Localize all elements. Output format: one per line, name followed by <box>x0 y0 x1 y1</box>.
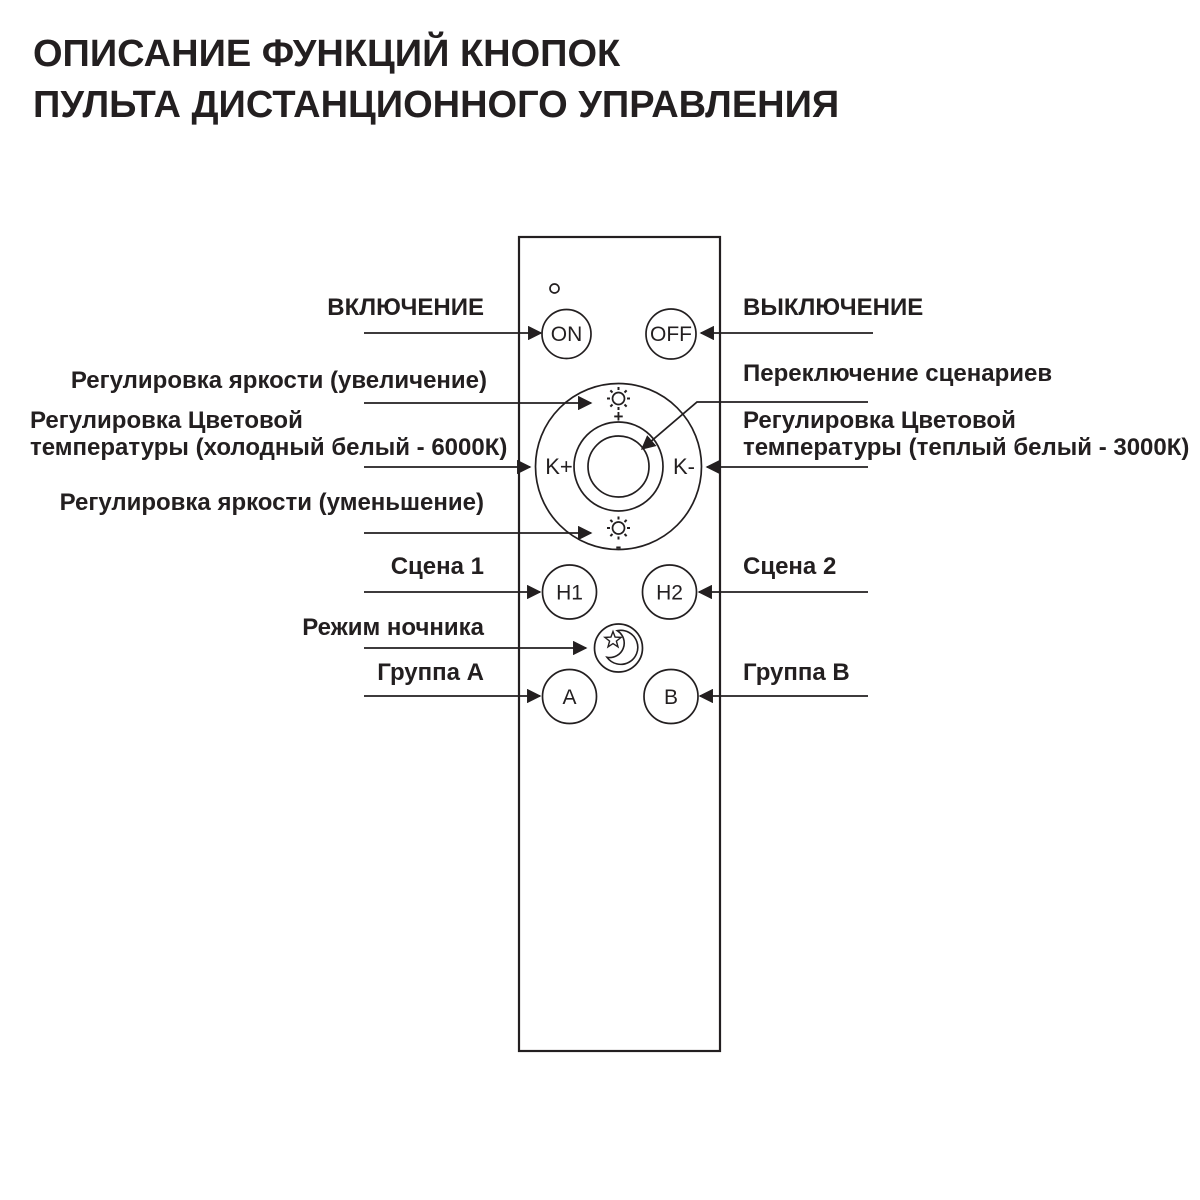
dial-center-button <box>588 436 649 497</box>
led-indicator-dot <box>550 284 559 293</box>
color-temp-warm-label-line2: температуры (теплый белый - 3000К) <box>743 434 1190 461</box>
h2-button-label: H2 <box>656 581 683 605</box>
night-mode-label: Режим ночника <box>302 614 484 641</box>
color-temp-cold-label-line1: Регулировка Цветовой <box>30 407 303 434</box>
color-temp-warm-label-line1: Регулировка Цветовой <box>743 407 1016 434</box>
group-a-button-label: A <box>562 686 577 709</box>
scene-2-label: Сцена 2 <box>743 553 837 580</box>
group-b-button <box>644 670 698 724</box>
power-on-label: ВКЛЮЧЕНИЕ <box>327 294 484 321</box>
group-b-label: Группа B <box>743 659 850 686</box>
h2-button <box>643 565 697 619</box>
on-button-label: ON <box>550 323 583 346</box>
color-temp-cold-label-line2: температуры (холодный белый - 6000К) <box>30 434 508 461</box>
group-a-label: Группа A <box>377 659 484 686</box>
night-mode-button <box>595 624 643 672</box>
h1-button-label: H1 <box>556 581 583 605</box>
k-minus-button-label: K- <box>673 454 695 479</box>
brightness-down-label: Регулировка яркости (уменьшение) <box>59 489 484 516</box>
k-plus-button-label: K+ <box>545 454 573 479</box>
group-b-button-label: B <box>663 686 679 709</box>
off-button <box>646 309 696 359</box>
sun-core <box>613 522 625 534</box>
group-a-button <box>543 670 597 724</box>
scene-1-label: Сцена 1 <box>390 553 484 580</box>
scenario-switch-label: Переключение сценариев <box>743 360 1053 387</box>
h1-button <box>543 565 597 619</box>
page-title-line1: ОПИСАНИЕ ФУНКЦИЙ КНОПОК <box>33 33 621 75</box>
page-title-line2: ПУЛЬТА ДИСТАНЦИОННОГО УПРАВЛЕНИЯ <box>33 84 840 126</box>
brightness-up-label: Регулировка яркости (увеличение) <box>70 367 487 394</box>
on-button <box>542 310 591 359</box>
brightness-down-minus-sign: - <box>615 537 622 556</box>
off-button-label: OFF <box>650 323 692 346</box>
brightness-up-plus-sign: + <box>613 407 624 426</box>
sun-core <box>613 393 625 405</box>
power-off-label: ВЫКЛЮЧЕНИЕ <box>743 294 924 321</box>
